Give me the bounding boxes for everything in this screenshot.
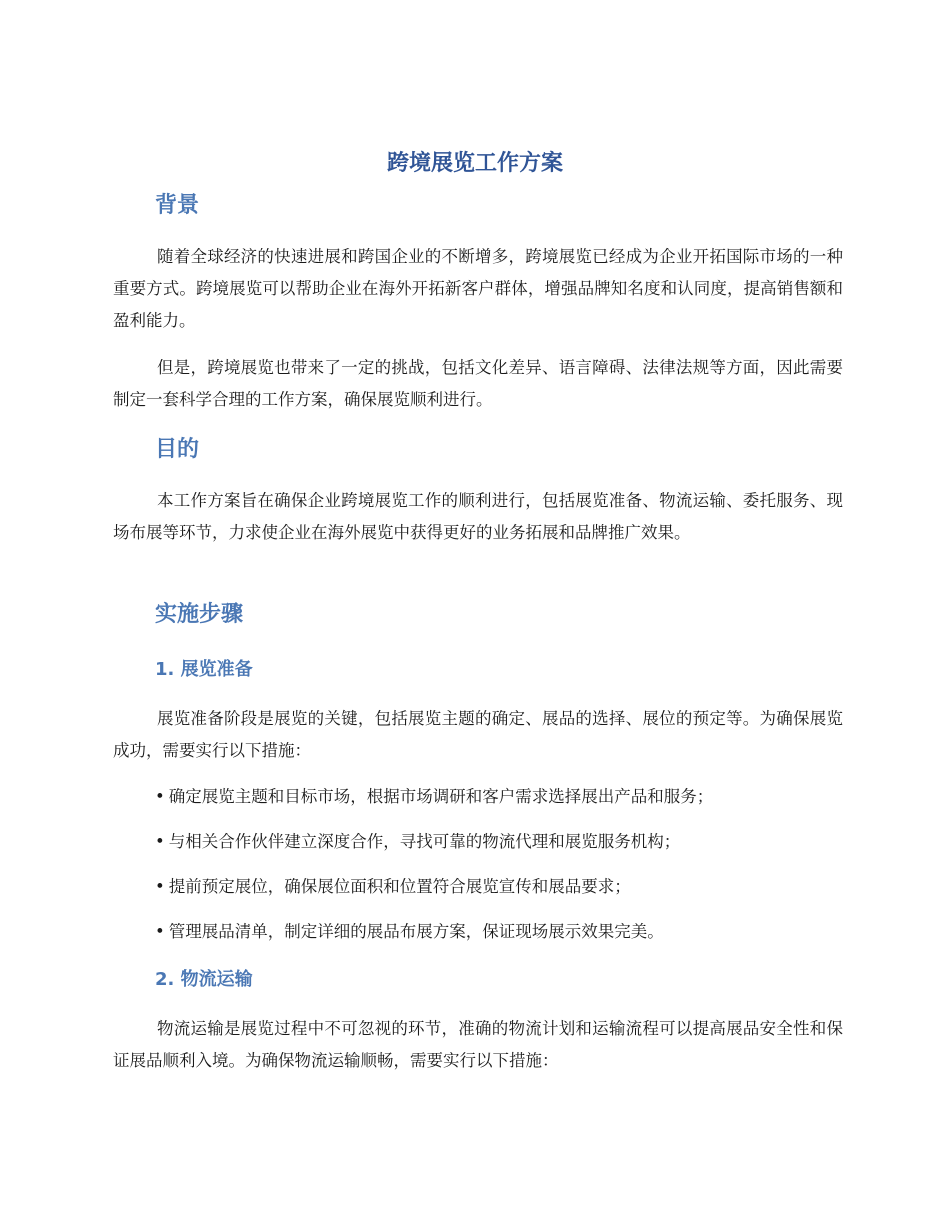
heading-steps: 实施步骤	[155, 602, 244, 627]
background-paragraph-1: 随着全球经济的快速进展和跨国企业的不断增多，跨境展览已经成为企业开拓国际市场的一种重要方式。跨境展览可以帮助企业在海外开拓新客户群体，增强品牌知名度和认同度，提高销售额和盈利能力。	[113, 247, 843, 330]
bullet-dot: •	[155, 922, 165, 941]
bullet-text: 确定展览主题和目标市场，根据市场调研和客户需求选择展出产品和服务；	[168, 787, 714, 806]
step-1-paragraph: 展览准备阶段是展览的关键，包括展览主题的确定、展品的选择、展位的预定等。为确保展览成功，需要实行以下措施：	[113, 709, 843, 760]
step-1-bullet	[155, 872, 855, 902]
bullet-text: 与相关合作伙伴建立深度合作，寻找可靠的物流代理和展览服务机构；	[168, 832, 681, 851]
step-1-bullet	[155, 782, 855, 812]
bullet-dot: •	[155, 877, 165, 896]
step-1-bullet	[155, 827, 855, 857]
background-paragraph-2: 但是，跨境展览也带来了一定的挑战，包括文化差异、语言障碍、法律法规等方面，因此需要制定一套科学合理的工作方案，确保展览顺利进行。	[113, 358, 843, 409]
bullet-text: 管理展品清单，制定详细的展品布展方案，保证现场展示效果完美。	[168, 922, 664, 941]
step-1-bullet	[155, 917, 855, 947]
bullet-dot: •	[155, 832, 165, 851]
bullet-text: 提前预定展位，确保展位面积和位置符合展览宣传和展品要求；	[168, 877, 631, 896]
step-2-paragraph: 物流运输是展览过程中不可忽视的环节，准确的物流计划和运输流程可以提高展品安全性和保证展品顺利入境。为确保物流运输顺畅，需要实行以下措施：	[113, 1019, 843, 1070]
bullet-dot: •	[155, 787, 165, 806]
heading-purpose: 目的	[155, 437, 200, 462]
heading-step-1: 1. 展览准备	[155, 659, 253, 680]
heading-background: 背景	[155, 193, 200, 218]
document-title: 跨境展览工作方案	[386, 151, 563, 176]
heading-step-2: 2. 物流运输	[155, 969, 253, 990]
purpose-paragraph: 本工作方案旨在确保企业跨境展览工作的顺利进行，包括展览准备、物流运输、委托服务、现场布展等环节，力求使企业在海外展览中获得更好的业务拓展和品牌推广效果。	[113, 491, 843, 542]
